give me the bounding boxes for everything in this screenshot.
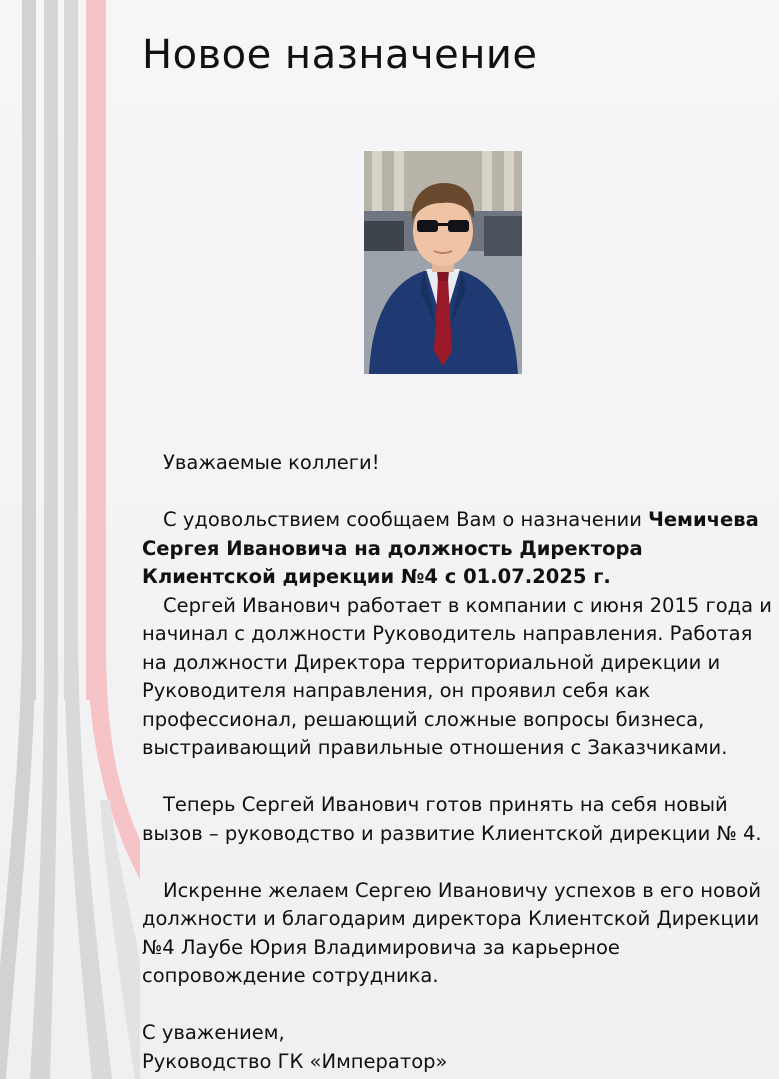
paragraph-wishes	[142, 877, 772, 991]
career-text: Сергей Иванович работает в компании с июня 2015 года и начинал с должности Руководитель направления. Работая на должности Директора территориальной дирекции и Руководителя направления, он проявил себя как профессионал, решающий сложные вопросы бизнеса, выстраивающий правильные отношения с Заказчиками.	[142, 593, 772, 759]
decorative-stripes	[0, 0, 140, 1079]
new-challenge-text: Теперь Сергей Иванович готов принять на себя новый вызов – руководство и развитие Клиентской дирекции № 4.	[142, 793, 762, 845]
greeting-text: Уважаемые коллеги!	[163, 451, 380, 474]
appointment-bold-text: Чемичева Сергея Ивановича на должность Директора Клиентской дирекции №4 с 01.07.2025 г.	[142, 508, 759, 588]
page-title: Новое назначение	[142, 32, 538, 78]
wishes-text: Искренне желаем Сергею Ивановичу успехов в его новой должности и благодарим директора Клиентской Дирекции №4 Лаубе Юрия Владимировича за карьерное сопровождение сотрудника.	[142, 878, 762, 987]
closing: С уважением,	[142, 1021, 285, 1044]
paragraph-appointment	[142, 506, 772, 592]
greeting	[142, 449, 772, 478]
signature: Руководство ГК «Император»	[142, 1049, 448, 1073]
paragraph-new-challenge	[142, 791, 772, 848]
portrait-photo	[364, 151, 522, 374]
letter-body	[142, 449, 772, 1076]
appointment-intro-text: С удовольствием сообщаем Вам о назначении	[163, 508, 649, 531]
paragraph-career	[142, 592, 772, 763]
